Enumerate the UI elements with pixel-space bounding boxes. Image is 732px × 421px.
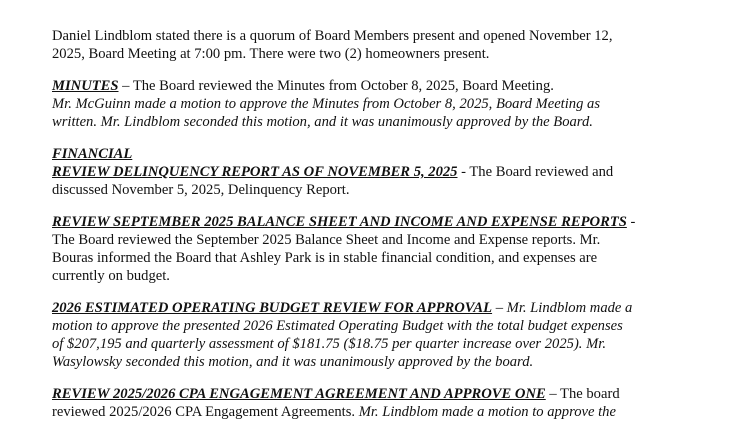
- minutes-heading: MINUTES: [52, 78, 119, 94]
- meeting-minutes-document: [52, 27, 692, 421]
- delinquency-heading: REVIEW DELINQUENCY REPORT AS OF NOVEMBER 5, 2025: [52, 164, 458, 180]
- motion-text: written. Mr. Lindblom seconded this motion, and it was unanimously approved by the Board.: [52, 114, 593, 130]
- budget-section: [52, 299, 692, 371]
- text: reviewed 2025/2026 CPA Engagement Agreements.: [52, 404, 356, 420]
- text-line: currently on budget.: [52, 268, 170, 284]
- text-line: Daniel Lindblom stated there is a quorum of Board Members present and opened November 12,: [52, 28, 613, 44]
- cpa-section: [52, 385, 692, 421]
- text-line: 2025, Board Meeting at 7:00 pm. There were two (2) homeowners present.: [52, 46, 490, 62]
- cpa-heading: REVIEW 2025/2026 CPA ENGAGEMENT AGREEMENT AND APPROVE ONE: [52, 386, 546, 402]
- motion-text: Mr. Lindblom made a motion to approve the: [355, 404, 616, 420]
- motion-text: Wasylowsky seconded this motion, and it was unanimously approved by the board.: [52, 354, 534, 370]
- motion-text: of $207,195 and quarterly assessment of $181.75 ($18.75 per quarter increase over 2025). Mr.: [52, 336, 606, 352]
- text: - The Board reviewed and: [457, 164, 614, 180]
- motion-text: motion to approve the presented 2026 Estimated Operating Budget with the total budget expenses: [52, 318, 623, 334]
- balance-sheet-section: [52, 213, 692, 285]
- minutes-section: [52, 77, 692, 131]
- text: – The Board reviewed the Minutes from October 8, 2025, Board Meeting.: [118, 78, 554, 94]
- text: -: [626, 214, 636, 230]
- text-line: The Board reviewed the September 2025 Balance Sheet and Income and Expense reports. Mr.: [52, 232, 601, 248]
- text-line: Bouras informed the Board that Ashley Park is in stable financial condition, and expenses are: [52, 250, 598, 266]
- balance-sheet-heading: REVIEW SEPTEMBER 2025 BALANCE SHEET AND INCOME AND EXPENSE REPORTS: [52, 214, 627, 230]
- opening-paragraph: [52, 27, 692, 63]
- motion-text: Mr. McGuinn made a motion to approve the Minutes from October 8, 2025, Board Meeting as: [52, 96, 600, 112]
- financial-section: [52, 145, 692, 199]
- budget-heading: 2026 ESTIMATED OPERATING BUDGET REVIEW FOR APPROVAL: [52, 300, 493, 316]
- text-line: discussed November 5, 2025, Delinquency Report.: [52, 182, 350, 198]
- financial-heading: FINANCIAL: [52, 146, 133, 162]
- text: – The board: [545, 386, 620, 402]
- text: – Mr. Lindblom made a: [492, 300, 633, 316]
